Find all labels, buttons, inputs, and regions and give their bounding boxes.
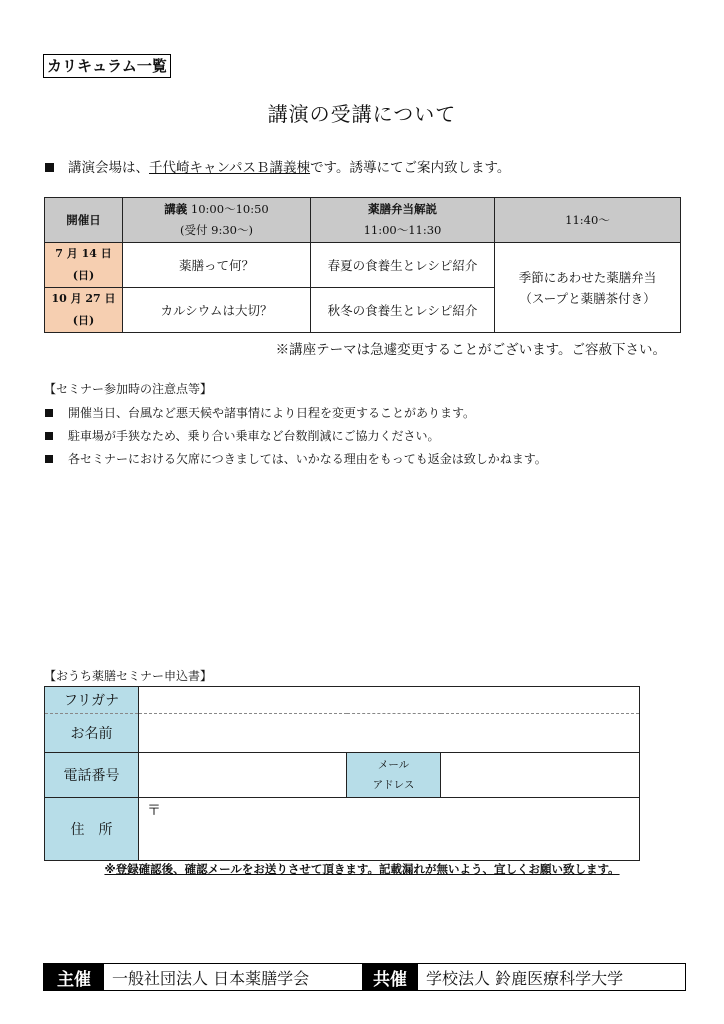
lunch-line1: 季節にあわせた薬膳弁当 <box>518 269 657 285</box>
venue-line <box>45 156 510 176</box>
furigana-field[interactable] <box>139 687 640 714</box>
email-label-line2: アドレス <box>372 779 415 791</box>
schedule-bento: 秋冬の食養生とレシピ紹介 <box>311 288 495 333</box>
host-name: 一般社団法人 日本薬膳学会 <box>104 964 362 990</box>
schedule-bento: 春夏の食養生とレシピ紹介 <box>311 243 495 288</box>
address-row <box>45 798 640 861</box>
cohost-name: 学校法人 鈴鹿医療科学大学 <box>418 964 685 990</box>
schedule-lecture: カルシウムは大切？ <box>123 288 311 333</box>
square-bullet-icon <box>45 163 54 172</box>
square-bullet-icon <box>45 409 53 417</box>
header-bento-time: 11:00～11:30 <box>363 223 442 237</box>
schedule-row <box>45 243 681 288</box>
venue-suffix: です。誘導にてご案内致します。 <box>310 160 511 176</box>
email-label-line1: メール <box>377 759 410 771</box>
address-label: 住 所 <box>45 798 139 861</box>
curriculum-label: カリキュラム一覧 <box>43 54 171 78</box>
postal-mark: 〒 <box>147 803 161 819</box>
schedule-date-weekday: (日) <box>72 314 95 327</box>
footer-organizers <box>43 963 686 991</box>
name-field[interactable] <box>139 714 640 753</box>
email-label <box>347 753 441 798</box>
cohost-label: 共催 <box>362 964 418 990</box>
theme-change-note: ※講座テーマは急遽変更することがございます。ご容赦下さい。 <box>275 342 666 358</box>
email-field[interactable] <box>441 753 640 798</box>
note-item <box>45 427 440 444</box>
confirmation-note: ※登録確認後、確認メールをお送りさせて頂きます。記載漏れが無いよう、宜しくお願い致します。 <box>104 862 620 876</box>
venue-prefix: 講演会場は、 <box>68 160 149 176</box>
schedule-lunch <box>495 243 681 333</box>
header-lunch-time: 11:40～ <box>495 198 681 243</box>
note-text: 開催当日、台風など悪天候や諸事情により日程を変更することがあります。 <box>68 406 476 420</box>
schedule-date-day: 10 月 27 日 <box>51 292 116 305</box>
furigana-label: フリガナ <box>45 687 139 714</box>
phone-row <box>45 753 640 798</box>
venue-place: 千代崎キャンパスＢ講義棟 <box>149 160 311 176</box>
notes-heading: 【セミナー参加時の注意点等】 <box>44 382 213 396</box>
header-lecture-title: 講義 <box>164 202 188 216</box>
header-bento-title: 薬膳弁当解説 <box>368 202 437 216</box>
page-title: 講演の受講について <box>267 102 457 126</box>
schedule-date-weekday: (日) <box>72 269 95 282</box>
note-item <box>45 450 547 467</box>
address-field[interactable] <box>139 798 640 861</box>
note-item <box>45 404 475 421</box>
phone-label: 電話番号 <box>45 753 139 798</box>
schedule-date-day: 7 月 14 日 <box>55 247 112 260</box>
header-date: 開催日 <box>45 198 123 243</box>
application-form <box>44 686 640 861</box>
schedule-date <box>45 288 123 333</box>
note-text: 各セミナーにおける欠席につきましては、いかなる理由をもっても返金は致しかねます。 <box>68 452 547 466</box>
schedule-lecture: 薬膳って何？ <box>123 243 311 288</box>
schedule-table <box>44 197 681 333</box>
lunch-line2: （スープと薬膳茶付き） <box>519 290 656 306</box>
header-bento <box>311 198 495 243</box>
note-text: 駐車場が手狭なため、乗り合い乗車など台数削減にご協力ください。 <box>68 429 440 443</box>
phone-field[interactable] <box>139 753 347 798</box>
square-bullet-icon <box>45 432 53 440</box>
header-lecture-time: 10:00～10:50 <box>190 202 269 216</box>
host-label: 主催 <box>44 964 104 990</box>
header-lecture-reception: (受付 9:30～) <box>180 223 253 237</box>
schedule-header-row <box>45 198 681 243</box>
schedule-date <box>45 243 123 288</box>
furigana-row <box>45 687 640 714</box>
name-row <box>45 714 640 753</box>
form-heading: 【おうち薬膳セミナー申込書】 <box>44 669 213 683</box>
square-bullet-icon <box>45 455 53 463</box>
header-lecture <box>123 198 311 243</box>
name-label: お名前 <box>45 714 139 753</box>
